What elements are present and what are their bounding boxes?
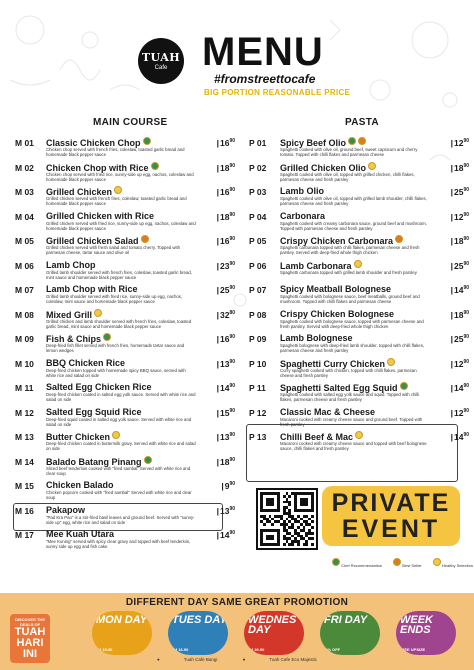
legend-health: Healthy Selection [441,563,474,568]
best-seller-icon [395,235,403,243]
chef-recommendation-icon [348,137,356,145]
qr-code[interactable] [256,488,318,550]
healthy-selection-icon [354,260,362,268]
price-whole: 16 [219,187,230,197]
price-whole: 25 [219,285,230,295]
item-price: $|32^{80}$ [216,309,235,320]
item-price: $|14^{90}$ [450,432,469,442]
item-name [46,407,142,417]
item-name-text: Balado Batang Pinang [46,456,142,467]
item-description: Curry spaghetti cooked with chicken, topped with chilli flakes, parmesan cheese and fresh parsley [280,367,417,378]
item-name-text: Classic Chicken Chop [46,138,141,148]
chef-recommendation-icon [400,382,408,390]
private-event-line1: PRIVATE [331,489,451,517]
healthy-selection-icon [387,358,395,366]
item-name-text: Lamb Bolognese [280,333,353,343]
qr-module [288,495,291,498]
item-price: $|23^{90}$ [216,260,235,271]
item-name-text: Classic Mac & Cheese [280,406,376,417]
price-cents: 90 [229,432,235,439]
item-code: P 03 [249,187,267,197]
item-code: M 05 [15,236,34,246]
item-price: $|13^{90}$ [216,505,235,516]
item-name-text: Chicken Balado [46,480,114,490]
price-cents: 90 [229,260,235,267]
price-whole: 16 [219,236,230,246]
item-code: P 12 [249,407,267,418]
item-price: $|18^{90}$ [216,162,235,173]
item-code: P 01 [249,138,267,148]
item-name-text: Mixed Grill [46,309,93,320]
price-cents: 90 [229,505,235,512]
item-code: P 07 [249,285,267,295]
item-code: M 15 [15,481,34,491]
promo-card[interactable] [244,611,304,655]
qr-module [305,503,308,506]
item-name-text: Lamb Chop [46,259,96,270]
item-name-text: Grilled Chicken with Rice [46,210,155,221]
price-whole: 14 [219,383,230,393]
qr-module [311,532,314,535]
price-cents: 90 [229,236,235,243]
private-event-banner [322,486,460,546]
price-cents: 90 [229,138,235,145]
logo-subtext: Cafe [154,65,168,71]
qr-module [271,523,274,526]
qr-module [297,543,300,546]
item-name-text: Butter Chicken [46,432,111,442]
item-description: Chicken popcorn cooked with "fried sambal" Served with white rice and clear soup [46,490,192,501]
item-name-text: Spaghetti Salted Egg Squid [280,383,398,393]
price-cents: 90 [463,211,469,218]
item-description: Spaghetti cooked with olive oil, topped with grilled chicken, chilli flakes, parmesan cheese and fresh parsley [280,171,415,182]
price-whole: 13 [219,358,230,369]
qr-module [277,509,280,512]
item-name-text: Fish & Chips [46,334,102,344]
item-code: M 01 [15,138,34,148]
item-name-text: Salted Egg Chicken Rice [46,382,152,392]
item-code: P 08 [249,309,267,320]
item-price: $|13^{90}$ [216,358,235,369]
item-price: $|9^{90}$ [221,481,235,491]
price-cents: 90 [463,236,469,243]
price-whole: 16 [219,138,230,148]
item-price: $|18^{90}$ [216,211,235,222]
item-name [46,529,114,539]
item-price: $|18^{90}$ [216,456,235,467]
item-name [280,309,394,319]
item-description: Deep-fried chicken coated in buttermilk gravy. Served with white rice and salad on side [46,441,196,452]
item-description: Sliced beef tenderloin cooked with "fried sambal" Served with white rice and clear soup [46,465,191,476]
item-name [46,358,125,368]
promo-day: MON DAY [96,614,148,626]
price-whole: 14 [453,432,464,442]
chef-recommendation-icon [103,333,111,341]
tagline: BIG PORTION REASONABLE PRICE [204,88,351,97]
item-description: Grilled chicken served with french fries, coleslaw, toasted garlic bread and homemade black pepper sauce [46,196,187,207]
item-price: $|16^{90}$ [216,334,235,344]
healthy-selection-icon [368,162,376,170]
healthy-selection-icon [355,431,363,439]
chef-recommendation-icon [144,456,152,464]
item-price: $|14^{90}$ [216,383,235,393]
main-course-heading: MAIN COURSE [93,117,168,128]
item-price: $|12^{90}$ [450,138,469,148]
promo-offer: RM 16.90 [171,647,189,652]
location-pin-icon: ● [242,657,246,662]
item-price: $|25^{90}$ [216,285,235,295]
item-price: $|14^{90}$ [216,530,235,540]
item-name-text: Crispy Chicken Bolognese [280,308,395,319]
item-name [46,260,96,270]
price-cents: 90 [229,334,235,341]
item-name-text: Lamb Chop with Rice [46,284,138,294]
item-name-text: Lamb Olio [280,186,325,196]
item-code: M 02 [15,162,34,173]
chef-recommendation-icon [151,162,159,170]
price-whole: 18 [219,211,230,222]
price-whole: 13 [219,432,230,442]
item-price: $|25^{90}$ [450,260,469,271]
item-name-text: Spicy Beef Olio [280,138,347,148]
item-name [280,186,324,196]
chef-recommendation-icon [143,137,151,145]
item-code: M 13 [15,432,34,442]
item-description: Deep-fried squid coated in salted egg yolk sauce. Served with white rice and salad on side [46,416,192,427]
item-code: P 05 [249,236,267,246]
location-1: Tuah Cafe Bangi [183,657,218,662]
item-description: Spaghetti cooked with creamy carbonara sauce, ground beef and mushroom. Topped with parmesan cheese and fresh parsley [280,220,427,231]
price-whole: 32 [219,309,230,320]
promo-day: WEEK ENDS [400,614,433,636]
qr-module [288,503,291,506]
price-whole: 25 [453,187,464,197]
promotion-title: DIFFERENT DAY SAME GREAT PROMOTION [125,597,349,608]
qr-module [311,515,314,518]
promo-card[interactable] [168,611,228,655]
item-code: M 17 [15,530,34,540]
price-whole: 14 [219,530,230,540]
item-name-text: BBQ Chicken Rice [46,357,126,368]
item-price: $|16^{90}$ [216,187,235,197]
price-whole: 15 [219,407,230,418]
chef-recommendation-icon [332,558,340,566]
item-description: "Pad Kra Pao" is a stir-fried basil leaves and ground beef. Served with "sunny-side up" egg, white rice and salad on side [46,514,195,525]
pasta-heading: PASTA [345,117,379,128]
promo-card[interactable] [396,611,456,655]
menu-item [249,431,469,461]
item-description: Grilled chicken served with fried rice, sunny-side up egg, nachos, coleslaw and homemade black pepper sauce [46,220,196,231]
price-cents: 90 [229,358,235,365]
item-price: $|18^{90}$ [450,309,469,320]
item-price: $|25^{90}$ [450,334,469,344]
price-whole: 18 [219,162,230,173]
price-whole: 12 [453,138,464,148]
item-price: $|12^{90}$ [450,407,469,418]
item-price: $|16^{90}$ [216,138,235,148]
healthy-selection-icon [94,309,102,317]
promo-day: FRI DAY [324,614,368,626]
qr-module [271,537,274,540]
price-cents: 90 [229,407,235,414]
price-cents: 90 [463,334,469,341]
item-code: P 11 [249,383,266,393]
item-name-text: Crispy Chicken Carbonara [280,236,394,246]
item-name [280,284,391,294]
item-name-text: Lamb Carbonara [280,260,352,271]
item-code: M 08 [15,309,34,320]
item-name [280,211,325,221]
item-price: $|13^{90}$ [216,432,235,442]
item-description: Deep-fried chicken coated in salted egg yolk sauce. Served with white rice and salad on side [46,392,196,403]
item-code: M 16 [15,505,34,516]
item-code: M 11 [15,383,34,393]
healthy-selection-icon [433,558,441,566]
item-price: $|14^{90}$ [450,383,469,393]
promo-day: WEDNES DAY [248,614,297,636]
qr-module [311,526,314,529]
brand-sub: DISCOVER THE DEALS OF [14,617,45,627]
promo-offer: 10% OFF [323,647,341,652]
item-price: $|18^{90}$ [450,162,469,173]
item-code: P 06 [249,260,267,271]
price-cents: 90 [229,383,235,390]
logo-text: TUAH [141,51,181,64]
price-whole: 18 [453,162,464,173]
item-description: Grilled lamb shoulder served with fried rice, sunny-side up egg, nachos, coleslaw, mint sauce and homemade black pepper sauce [46,294,183,305]
private-event-line2: EVENT [341,515,441,543]
item-description: Deep-fried fish fillet served with french fries, homemade tartar sauce and lemon wedges [46,343,185,354]
price-cents: 90 [463,162,469,169]
qr-module [311,509,314,512]
legend-best: Best Seller [402,563,422,568]
price-whole: 23 [219,260,230,271]
item-price: $|18^{90}$ [450,236,469,246]
price-cents: 90 [229,481,235,488]
promo-card[interactable] [92,611,152,655]
qr-module [271,503,274,506]
item-code: M 10 [15,358,34,369]
price-cents: 90 [463,432,469,439]
item-description: Macaroni cooked with creamy cheese sauce and topped with beef bolognese sauce, chilli flakes and fresh parsley [280,441,427,452]
item-description: Spaghetti bolognese with deep-fried lamb shoulder, topped with chilli flakes, parmesan cheese and fresh parsley [280,343,425,354]
qr-module [311,543,314,546]
location-2: Tuah Cafe Eco Majestic [269,657,317,662]
price-cents: 90 [463,138,469,145]
brand-line3: INI [22,648,38,660]
item-code: M 03 [15,187,34,197]
item-code: M 12 [15,407,34,418]
item-code: P 10 [249,358,267,369]
price-whole: 13 [219,505,230,516]
brand-line2: HARI [16,637,44,649]
price-cents: 90 [463,358,469,365]
item-code: P 04 [249,211,267,222]
item-description: Spaghetti cooked with bolognese sauce, beef meatballs, ground beef and mushroom. Topped with chilli flakes and parmesan cheese [280,294,420,305]
promo-offer: RM 15.90 [95,647,113,652]
price-whole: 18 [453,236,464,246]
item-name [46,480,114,490]
item-price: $|12^{90}$ [450,211,469,222]
item-name-text: Grilled Chicken Salad [46,236,139,246]
qr-module [311,520,314,523]
price-whole: 12 [453,407,464,418]
item-name [280,407,375,417]
location-pin-icon: ● [157,657,160,662]
price-whole: 25 [453,334,464,344]
item-price: $|16^{90}$ [216,236,235,246]
price-whole: 14 [453,383,464,393]
item-description: Spaghetti cooked with salted egg yolk sauce and squid. Topped with chilli flakes, parmesan cheese and fresh parsley [280,392,420,403]
item-price: $|12^{90}$ [450,358,469,369]
brand-line1: TUAH [14,626,46,638]
item-description: Spaghetti cooked with bolognese sauce, topped with parmesan cheese and fresh parsley. Served with deep-fried whole thigh chicken [280,318,424,329]
item-description: Chicken chop served with fried rice, sunny-side up egg, nachos, coleslaw and homemade black pepper sauce [46,171,194,182]
price-whole: 16 [219,334,230,344]
item-description: Macaroni cooked with creamy cheese sauce and ground beef. Topped with fresh parsley [280,416,423,427]
item-description: Spaghetti cooked with olive oil, ground beef, sweet capsicum and cherry tomato. Topped with chilli flakes and parmesan cheese [280,147,418,158]
best-seller-icon [141,235,149,243]
price-cents: 90 [229,456,235,463]
item-description: Chicken chop served with french fries, coleslaw, toasted garlic bread and homemade black pepper sauce [46,147,185,158]
qr-module [291,543,294,546]
price-whole: 12 [453,358,464,369]
item-description: Deep-fried chicken topped with homemade spicy BBQ sauce, served with white rice and salad on side [46,367,186,378]
item-description: Spaghetti carbonara topped with chilli flakes, parmesan cheese and fresh parsley. Served with deep-fried whole thigh chicken [280,245,420,256]
menu-item [15,529,235,559]
item-code: M 07 [15,285,34,295]
tuah-hari-ini-badge [10,614,50,663]
price-cents: 90 [463,407,469,414]
cafe-logo [138,38,184,84]
item-price: $|25^{90}$ [450,187,469,197]
item-code: P 02 [249,162,267,173]
item-description: "Mee Kuning" served with spicy clear gravy and topped with beef tenderloin, sunny side up egg and fish cake [46,539,191,550]
price-whole: 12 [453,211,464,222]
promo-card[interactable] [320,611,380,655]
price-cents: 90 [229,211,235,218]
promo-offer: FREE UPSIZE [399,647,426,652]
item-name [46,211,154,221]
item-description: Spaghetti carbonara topped with grilled lamb shoulder and fresh parsley [280,269,417,275]
price-cents: 90 [463,285,469,292]
price-whole: 18 [219,456,230,467]
qr-module [283,543,286,546]
item-name-text: Grilled Chicken Olio [280,162,367,173]
item-name-text: Carbonara [280,210,326,221]
price-whole: 25 [453,260,464,271]
item-description: Grilled chicken and lamb shoulder served with french fries, coleslaw, toasted garlic bread, mint sauce and homemade black pepper sauce [46,318,192,329]
item-name-text: Chilli Beef & Mac [280,432,354,442]
item-name [46,284,138,294]
qr-module [305,543,308,546]
item-description: Grilled lamb shoulder served with french fries, coleslaw, toasted garlic bread, mint sauce and homemade black pepper sauce [46,269,192,280]
item-price: $|14^{90}$ [450,285,469,295]
item-name-text: Grilled Chicken [46,187,113,197]
item-name-text: Spaghetti Curry Chicken [280,358,386,369]
locations [0,657,474,662]
qr-module [311,537,314,540]
qr-module [277,543,280,546]
item-name [46,382,152,392]
price-whole: 14 [453,285,464,295]
item-name [280,333,353,343]
healthy-selection-icon [112,431,120,439]
price-cents: 90 [463,309,469,316]
item-description: Spaghetti cooked with olive oil, topped with grilled lamb shoulder, chilli flakes, parmesan cheese and fresh parsley [280,196,427,207]
item-code: P 09 [249,334,267,344]
price-whole: 9 [224,481,230,491]
item-name-text: Spicy Meatball Bolognese [280,284,392,294]
legend-chef: Chef Recommendation [341,563,383,568]
price-cents: 80 [229,309,235,316]
item-name-text: Mee Kuah Utara [46,529,115,539]
qr-module [263,523,266,526]
item-name-text: Pakapow [46,504,86,515]
item-description: Grilled chicken served with fresh salad and tomato cherry. Topped with parmesan cheese, tartar sauce and olive oil [46,245,181,256]
item-code: M 14 [15,456,34,467]
item-code: M 06 [15,260,34,271]
best-seller-icon [358,137,366,145]
item-name-text: Chicken Chop with Rice [46,162,149,173]
price-whole: 18 [453,309,464,320]
price-cents: 90 [229,285,235,292]
healthy-selection-icon [114,186,122,194]
hashtag: #fromstreettocafe [214,72,316,86]
page-title: MENU [202,30,324,74]
best-seller-icon [393,558,401,566]
item-price: $|15^{90}$ [216,407,235,418]
item-name-text: Salted Egg Squid Rice [46,406,142,417]
promo-offer: RM 20.90 [247,647,265,652]
item-code: P 13 [249,432,267,442]
price-cents: 90 [229,187,235,194]
price-cents: 90 [229,162,235,169]
item-code: M 09 [15,334,34,344]
price-cents: 90 [463,187,469,194]
item-code: M 04 [15,211,34,222]
price-cents: 90 [229,530,235,537]
item-name [46,505,85,515]
price-cents: 90 [463,383,469,390]
price-cents: 90 [463,260,469,267]
badge-legend [330,558,474,568]
promo-day: TUES DAY [172,614,227,626]
